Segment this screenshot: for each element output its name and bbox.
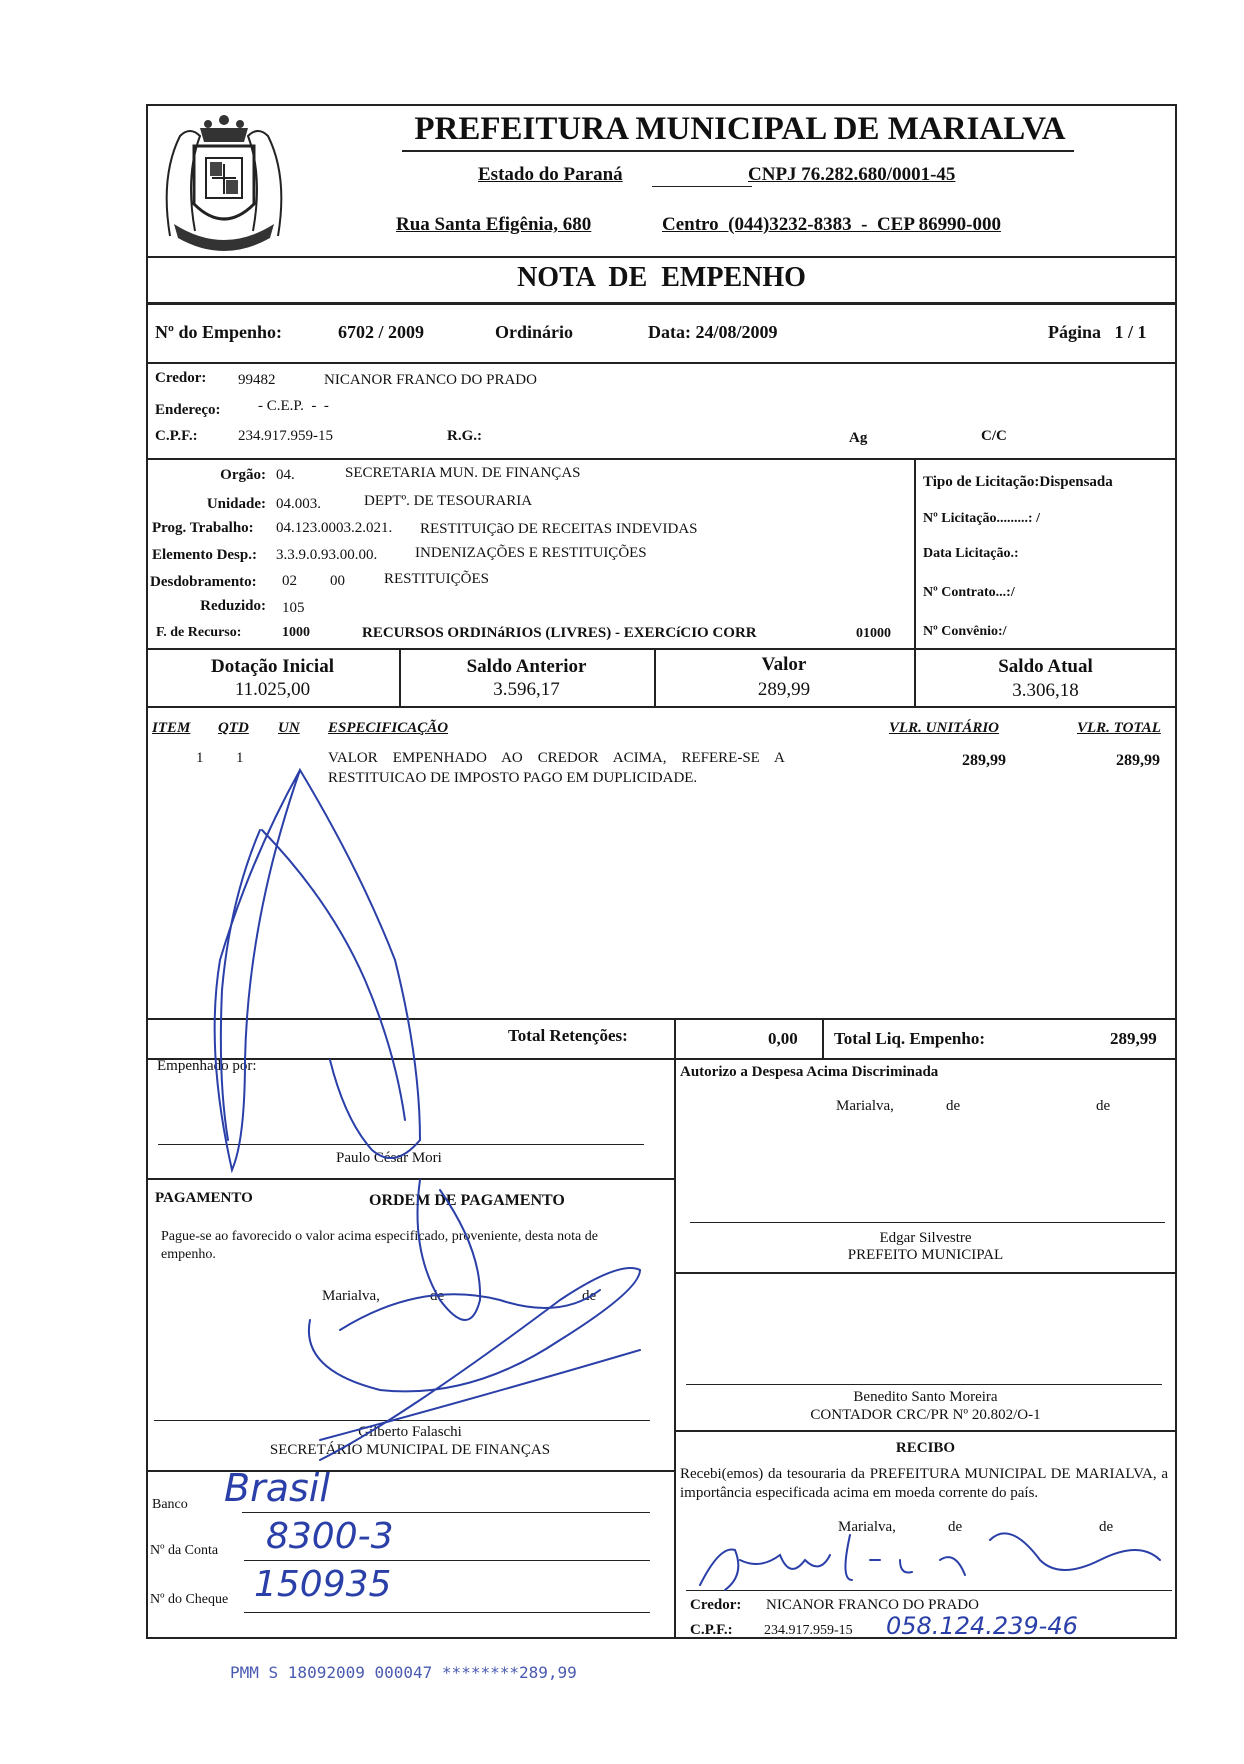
- recibo-text: Recebi(emos) da tesouraria da PREFEITURA MUNICIPAL DE MARIALVA, a importância especificada acima em moeda corrente do país.: [680, 1466, 1168, 1501]
- total-liquido-label: Total Liq. Empenho:: [834, 1029, 985, 1048]
- desdobramento-name: RESTITUIÇÕES: [384, 571, 489, 587]
- autorizo-de1: de: [946, 1098, 961, 1114]
- elemento-label: Elemento Desp.:: [152, 547, 257, 563]
- state-label: Estado do Paraná: [478, 164, 623, 185]
- page-number: Página 1 / 1: [1048, 322, 1147, 342]
- saldo-atual-value: 3.306,18: [1012, 680, 1079, 701]
- valor-value: 289,99: [757, 679, 811, 700]
- dotacao-inicial-label: Dotação Inicial: [211, 656, 334, 677]
- valor-label: Valor: [761, 654, 807, 675]
- tipo-licitacao: Tipo de Licitação:Dispensada: [923, 474, 1113, 490]
- prog-label: Prog. Trabalho:: [152, 520, 254, 536]
- orgao-name: SECRETARIA MUN. DE FINANÇAS: [345, 465, 581, 481]
- saldo-anterior-label: Saldo Anterior: [466, 656, 587, 677]
- elemento-name: INDENIZAÇÕES E RESTITUIÇÕES: [415, 545, 647, 561]
- row-vlr-total: 289,99: [1116, 752, 1160, 769]
- recurso-label: F. de Recurso:: [156, 625, 242, 640]
- autorizo-city: Marialva,: [836, 1098, 894, 1114]
- secretario-name: Gilberto Falaschi: [358, 1424, 462, 1440]
- secretario-title: SECRETÁRIO MUNICIPAL DE FINANÇAS: [269, 1442, 551, 1458]
- unidade-name: DEPTº. DE TESOURARIA: [364, 493, 533, 509]
- row-vlr-unitario: 289,99: [962, 752, 1006, 769]
- credor-code: 99482: [238, 372, 276, 388]
- empenho-number: 6702 / 2009: [338, 322, 425, 342]
- empenho-label: Nº do Empenho:: [155, 322, 282, 342]
- desdobramento-a: 02: [282, 573, 297, 589]
- ordem-pagamento-title: ORDEM DE PAGAMENTO: [369, 1192, 565, 1209]
- empenhado-por-name: Paulo César Mori: [336, 1150, 442, 1166]
- orgao-code: 04.: [276, 467, 295, 483]
- address-street: Rua Santa Efigênia, 680: [396, 214, 592, 235]
- cpf-label: C.P.F.:: [155, 428, 198, 444]
- unidade-label: Unidade:: [206, 496, 266, 512]
- endereco-value: - C.E.P. - -: [258, 398, 329, 414]
- numero-licitacao: Nº Licitação.........: /: [923, 511, 1040, 526]
- cheque-label: Nº do Cheque: [150, 1592, 229, 1607]
- elemento-code: 3.3.9.0.93.00.00.: [276, 547, 378, 563]
- recibo-de1: de: [948, 1519, 963, 1535]
- prefeito-title: PREFEITO MUNICIPAL: [847, 1247, 1004, 1263]
- pagamento-text: Pague-se ao favorecido o valor acima especificado, proveniente, desta nota de empenho.: [161, 1229, 598, 1262]
- desdobramento-b: 00: [330, 573, 345, 589]
- recibo-de2: de: [1099, 1519, 1114, 1535]
- pagamento-label: PAGAMENTO: [155, 1190, 253, 1206]
- cc-label: C/C: [981, 428, 1007, 444]
- total-retencoes-value: 0,00: [768, 1029, 798, 1048]
- col-especificacao: ESPECIFICAÇÃO: [328, 720, 449, 736]
- autorizo-de2: de: [1096, 1098, 1111, 1114]
- prog-name: RESTITUIÇãO DE RECEITAS INDEVIDAS: [420, 521, 698, 537]
- empenho-date: Data: 24/08/2009: [648, 322, 778, 342]
- desdobramento-label: Desdobramento:: [150, 574, 257, 590]
- recibo-cpf-value: 234.917.959-15: [764, 1623, 853, 1638]
- address-rest: Centro (044)3232-8383 - CEP 86990-000: [662, 214, 1001, 235]
- empenhado-por-label: Empenhado por:: [157, 1058, 257, 1074]
- document-title: NOTA DE EMPENHO: [517, 262, 806, 293]
- total-retencoes-label: Total Retenções:: [508, 1026, 628, 1045]
- contador-title: CONTADOR CRC/PR Nº 20.802/O-1: [810, 1407, 1041, 1423]
- ag-label: Ag: [849, 430, 868, 446]
- col-un: UN: [278, 720, 300, 736]
- pagamento-city: Marialva,: [322, 1288, 380, 1304]
- prefeito-name: Edgar Silvestre: [879, 1230, 972, 1246]
- unidade-code: 04.003.: [276, 496, 321, 512]
- page-title: PREFEITURA MUNICIPAL DE MARIALVA: [414, 111, 1066, 147]
- col-qtd: QTD: [218, 720, 249, 736]
- conta-handwritten: 8300-3: [266, 1516, 394, 1557]
- col-vlr-unitario: VLR. UNITÁRIO: [889, 720, 1000, 736]
- row-qtd: 1: [236, 750, 244, 766]
- contador-name: Benedito Santo Moreira: [853, 1389, 998, 1405]
- prog-code: 04.123.0003.2.021.: [276, 520, 393, 536]
- banco-label: Banco: [152, 1497, 188, 1512]
- data-licitacao: Data Licitação.:: [923, 546, 1019, 561]
- row-item: 1: [196, 750, 204, 766]
- empenho-type: Ordinário: [495, 322, 574, 342]
- credor-name: NICANOR FRANCO DO PRADO: [324, 372, 537, 388]
- endereco-label: Endereço:: [155, 402, 221, 418]
- recibo-cpf-label: C.P.F.:: [690, 1622, 733, 1638]
- cpf-value: 234.917.959-15: [238, 428, 333, 444]
- total-liquido-value: 289,99: [1110, 1029, 1157, 1048]
- coat-of-arms-logo: [150, 106, 298, 254]
- recibo-cpf-handwritten: 058.124.239-46: [886, 1612, 1078, 1640]
- recibo-credor-label: Credor:: [690, 1597, 742, 1613]
- pagamento-de1: de: [430, 1288, 445, 1304]
- autorizo-title: Autorizo a Despesa Acima Discriminada: [680, 1064, 939, 1080]
- cnpj-label: CNPJ 76.282.680/0001-45: [748, 164, 956, 185]
- conta-label: Nº da Conta: [150, 1543, 219, 1558]
- orgao-label: Orgão:: [220, 467, 266, 483]
- recibo-credor-name: NICANOR FRANCO DO PRADO: [766, 1597, 979, 1613]
- row-spec-line2: RESTITUICAO DE IMPOSTO PAGO EM DUPLICIDADE.: [328, 770, 698, 786]
- numero-contrato: Nº Contrato...:/: [923, 585, 1015, 600]
- credor-label: Credor:: [155, 370, 207, 386]
- recurso-code2: 01000: [856, 626, 891, 641]
- recibo-city: Marialva,: [838, 1519, 896, 1535]
- saldo-atual-label: Saldo Atual: [998, 656, 1093, 677]
- rg-label: R.G.:: [447, 428, 482, 444]
- col-item: ITEM: [152, 720, 191, 736]
- dotacao-inicial-value: 11.025,00: [234, 679, 311, 700]
- recurso-name: RECURSOS ORDINáRIOS (LIVRES) - EXERCíCIO CORR: [362, 625, 757, 641]
- recibo-title: RECIBO: [895, 1440, 956, 1456]
- banco-handwritten: Brasil: [224, 1466, 330, 1510]
- row-spec-line1: VALOR EMPENHADO AO CREDOR ACIMA, REFERE-SE A: [328, 750, 785, 766]
- pagamento-de2: de: [582, 1288, 597, 1304]
- footer-stamp: PMM S 18092009 000047 ********289,99: [230, 1663, 577, 1682]
- cheque-handwritten: 150935: [254, 1564, 392, 1605]
- reduzido-value: 105: [282, 600, 305, 616]
- reduzido-label: Reduzido:: [200, 598, 266, 614]
- recurso-code: 1000: [282, 625, 310, 640]
- numero-convenio: Nº Convênio:/: [923, 624, 1007, 639]
- col-vlr-total: VLR. TOTAL: [1077, 720, 1161, 736]
- saldo-anterior-value: 3.596,17: [493, 679, 560, 700]
